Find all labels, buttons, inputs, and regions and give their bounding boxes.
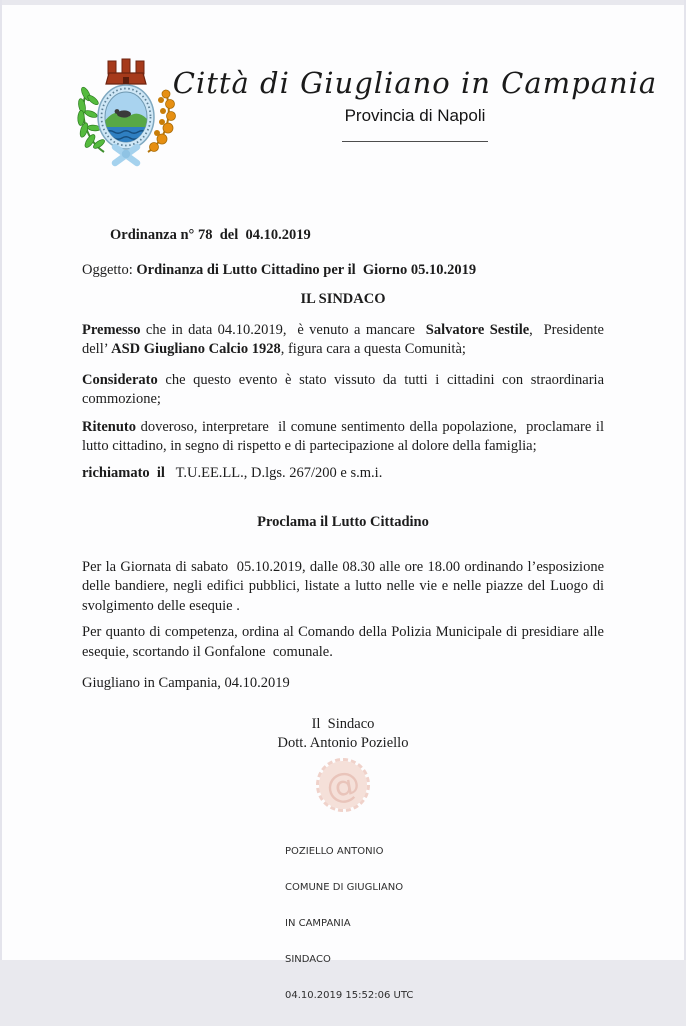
letterhead-text [172,66,658,142]
ordinance-subject [82,261,604,281]
paragraph-competenza: Per quanto di competenza, ordina al Comando della Polizia Municipale di presidiare alle esequie, scortando il Gonfalone comunale. [82,624,608,660]
text-segment: che questo evento è stato vissuto da tutti i cittadini con straordinaria commozione; [82,371,608,407]
signature-line: COMUNE DI GIUGLIANO [285,881,404,893]
paragraph-ritenuto [82,418,608,457]
ordinance-number: Ordinanza n° 78 del 04.10.2019 [110,227,311,243]
text-segment: che in data 04.10.2019, è venuto a mancare [140,321,426,338]
text-segment: Salvatore Sestile [425,321,530,338]
signature-line: SINDACO [285,953,331,965]
signature-line: POZIELLO ANTONIO [285,845,384,857]
text-segment: richiamato il [82,464,165,481]
paragraph-richiamato [82,464,604,484]
text-segment: Considerato [82,371,158,388]
digital-signature [285,822,604,1026]
paragraph-premesso [82,321,608,360]
shield-icon [98,85,154,149]
stamp-glyph: @ [322,762,364,809]
city-title: Città di Giugliano in Campania [172,66,658,100]
subject-label: Oggetto: [82,261,133,278]
paragraph-considerato [82,371,608,410]
header-divider [342,141,488,142]
text-segment: T.U.EE.LL., D.lgs. 267/200 e s.m.i. [164,464,383,481]
text-segment: , Presidente dell’ [82,321,608,357]
text-segment: Ritenuto [82,418,136,435]
signature-role: Il Sindaco [311,715,375,732]
proclamation-heading: Proclama il Lutto Cittadino [257,514,429,530]
coat-of-arms-icon [66,54,186,168]
text-segment: , figura cara a questa Comunità; [280,341,466,357]
signature-line: 04.10.2019 15:52:06 UTC [285,989,414,1001]
text-segment: ASD Giugliano Calcio 1928 [111,341,281,357]
mural-crown-icon [106,59,146,84]
letterhead [0,0,686,168]
text-segment: Premesso [82,321,141,338]
province-subtitle: Provincia di Napoli [344,106,486,125]
at-stamp-icon [314,756,372,814]
signature-name: Dott. Antonio Poziello [277,735,409,751]
heading-il-sindaco: IL SINDACO [300,291,386,307]
signature-block [82,715,604,1026]
text-segment: doveroso, interpretare il comune sentimento della popolazione, proclamare il lutto cittadino, in segno di rispetto e di partecipazione al dolore della famiglia; [82,418,608,454]
paragraph-giornata: Per la Giornata di sabato 05.10.2019, dalle 08.30 alle ore 18.00 ordinando l’esposizione delle bandiere, negli edifici pubblici, listate a lutto nelle vie e nelle piazze del Luogo di svolgimento delle esequie . [82,558,608,614]
signature-line: IN CAMPANIA [285,917,351,929]
ordinance-body [0,226,686,1026]
subject-text: Ordinanza di Lutto Cittadino per il Giorno 05.10.2019 [132,261,477,278]
dateline: Giugliano in Campania, 04.10.2019 [82,675,290,691]
